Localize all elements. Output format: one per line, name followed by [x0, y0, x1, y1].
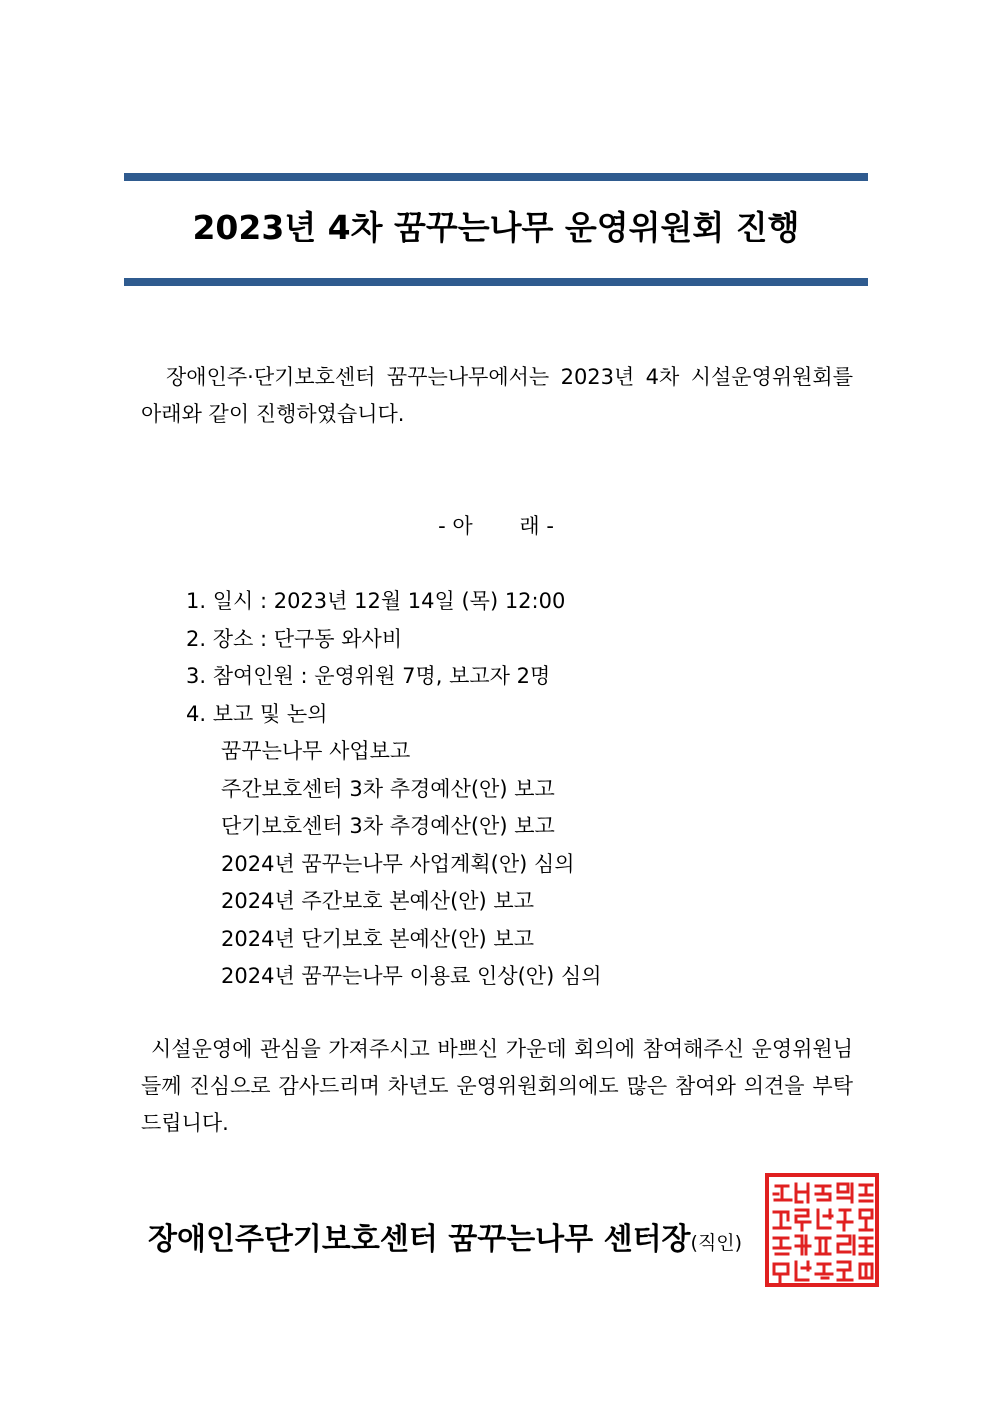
- agenda-item: 2024년 단기보호 본예산(안) 보고: [221, 926, 535, 951]
- agenda-item: 2024년 꿈꾸는나무 사업계획(안) 심의: [221, 851, 575, 876]
- intro-paragraph: 장애인주·단기보호센터 꿈꾸는나무에서는 2023년 4차 시설운영위원회를 아래와 같이 진행하였습니다.: [141, 365, 853, 426]
- detail-item-date: 1. 일시 : 2023년 12월 14일 (목) 12:00: [186, 589, 566, 613]
- seal-mark: (직인): [690, 1232, 743, 1254]
- agenda-item: 2024년 꿈꾸는나무 이용료 인상(안) 심의: [221, 964, 602, 988]
- red-official-seal-icon: [764, 1172, 880, 1288]
- agenda-item: 주간보호센터 3차 추경예산(안) 보고: [221, 776, 555, 801]
- title-bottom-rule: [124, 278, 868, 286]
- note-heading: - 아 래 -: [438, 514, 554, 538]
- document-title: 2023년 4차 꿈꾸는나무 운영위원회 진행: [192, 208, 800, 247]
- title-top-rule: [124, 173, 868, 181]
- detail-item-attendees: 3. 참여인원 : 운영위원 7명, 보고자 2명: [186, 664, 551, 688]
- closing-paragraph: 시설운영에 관심을 가져주시고 바쁘신 가운데 회의에 참여해주신 운영위원님들께 진심으로 감사드리며 차년도 운영위원회의에도 많은 참여와 의견을 부탁드립니다.: [141, 1037, 853, 1135]
- detail-item-place: 2. 장소 : 단구동 와사비: [186, 626, 403, 651]
- signature-line: [148, 1218, 742, 1265]
- agenda-item: 단기보호센터 3차 추경예산(안) 보고: [221, 814, 555, 838]
- signature-name: 장애인주단기보호센터 꿈꾸는나무 센터장: [148, 1222, 691, 1257]
- agenda-item: 꿈꾸는나무 사업보고: [221, 739, 411, 763]
- details-list: [186, 583, 602, 996]
- agenda-item: 2024년 주간보호 본예산(안) 보고: [221, 889, 535, 913]
- detail-item-agenda: 4. 보고 및 논의: [186, 701, 328, 726]
